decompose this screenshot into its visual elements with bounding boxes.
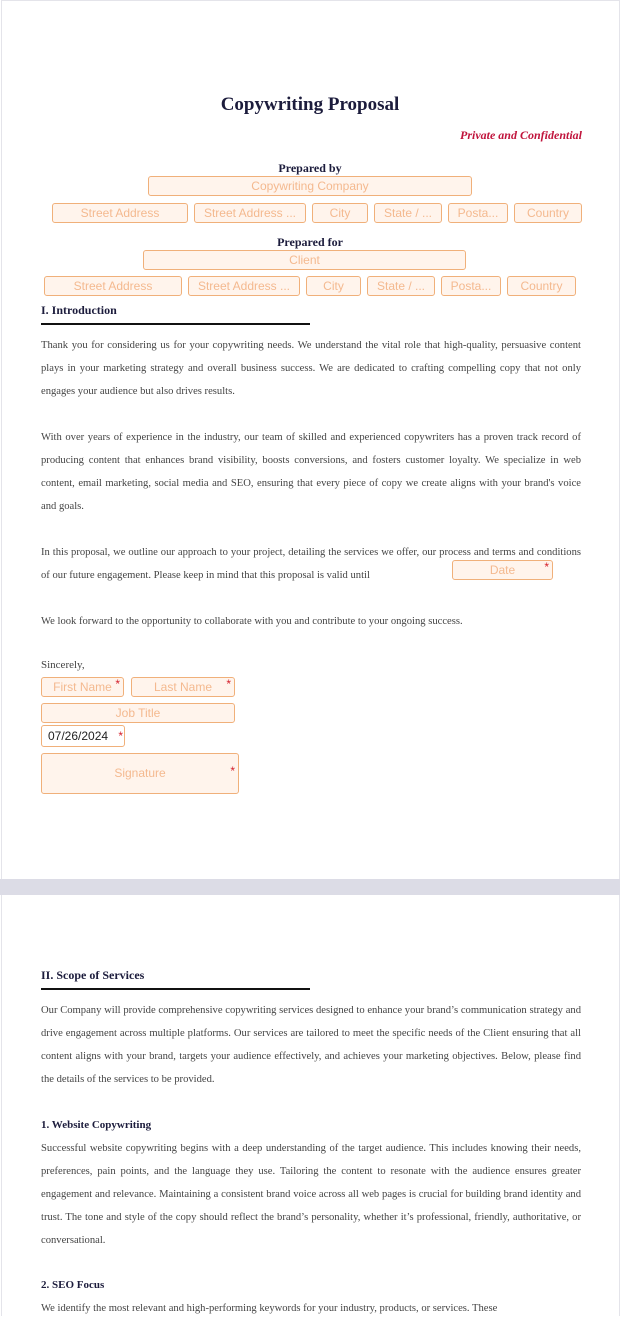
signing-date-field[interactable] xyxy=(41,725,125,747)
signature-field[interactable] xyxy=(41,753,239,794)
closing-text: Sincerely, xyxy=(41,659,85,671)
for-postal-field[interactable]: Posta... xyxy=(441,276,501,296)
first-name-field[interactable] xyxy=(41,677,124,697)
intro-paragraph-4: We look forward to the opportunity to collaborate with you and contribute to your ongoing success. xyxy=(41,616,463,627)
seo-focus-text: We identify the most relevant and high-performing keywords for your industry, products, or services. These xyxy=(41,1303,498,1314)
valid-until-date-field[interactable] xyxy=(452,560,553,580)
signing-date-value: 07/26/2024 xyxy=(48,729,109,743)
by-postal-field[interactable]: Posta... xyxy=(448,203,508,223)
first-name-placeholder: First Name xyxy=(53,680,112,694)
introduction-heading: I. Introduction xyxy=(41,303,117,317)
document-title: Copywriting Proposal xyxy=(220,94,400,115)
scope-heading: II. Scope of Services xyxy=(41,968,145,982)
scope-paragraph-1: Our Company will provide comprehensive copywriting services designed to enhance your brand’s communication strategy and drive engagement across multiple platforms. Our services are tailored to meet the specific needs of the Client ensuring that all content aligns with your brand, targets your audience effectively, and achieves your marketing objectives. Below, please find the details of the services to be provided. xyxy=(41,1005,581,1085)
for-country-field[interactable]: Country xyxy=(507,276,576,296)
intro-paragraph-3-text: In this proposal, we outline our approach to your project, detailing the services we offer, our process and terms and conditions of our future engagement. Please keep in mind that this proposal is valid until xyxy=(41,547,581,581)
by-state-field[interactable]: State / ... xyxy=(374,203,442,223)
for-state-field[interactable]: State / ... xyxy=(367,276,435,296)
required-asterisk: * xyxy=(226,677,231,691)
by-country-field[interactable]: Country xyxy=(514,203,582,223)
by-street-address-2-field[interactable]: Street Address ... xyxy=(194,203,306,223)
signature-placeholder: Signature xyxy=(114,766,166,780)
job-title-field[interactable]: Job Title xyxy=(41,703,235,723)
scope-underline xyxy=(41,988,310,990)
required-asterisk: * xyxy=(115,677,120,691)
introduction-underline xyxy=(41,323,310,325)
date-placeholder: Date xyxy=(489,563,516,577)
by-city-field[interactable]: City xyxy=(312,203,368,223)
intro-paragraph-1: Thank you for considering us for your copywriting needs. We understand the vital role that high-quality, persuasive content plays in your marketing strategy and overall business success. We are dedicated to crafting compelling copy that not only engages your audience but also drives results. xyxy=(41,340,581,397)
seo-focus-heading: 2. SEO Focus xyxy=(41,1279,105,1291)
client-name-field[interactable]: Client xyxy=(143,250,466,270)
required-asterisk: * xyxy=(544,560,549,574)
confidential-label: Private and Confidential xyxy=(459,128,582,142)
for-street-address-2-field[interactable]: Street Address ... xyxy=(188,276,300,296)
last-name-placeholder: Last Name xyxy=(153,680,213,694)
for-street-address-field[interactable]: Street Address xyxy=(44,276,182,296)
prepared-by-heading: Prepared by xyxy=(278,161,342,175)
page-separator xyxy=(0,879,620,895)
company-name-field[interactable]: Copywriting Company xyxy=(148,176,472,196)
required-asterisk: * xyxy=(118,729,123,743)
for-city-field[interactable]: City xyxy=(306,276,361,296)
website-copywriting-heading: 1. Website Copywriting xyxy=(41,1119,152,1131)
last-name-field[interactable] xyxy=(131,677,235,697)
prepared-for-heading: Prepared for xyxy=(277,235,343,249)
document-page-2 xyxy=(1,895,620,1316)
by-street-address-field[interactable]: Street Address xyxy=(52,203,188,223)
website-copywriting-text: Successful website copywriting begins with a deep understanding of the target audience. This includes knowing their needs, preferences, pain points, and the language they use. Tailoring the content to resonate with the audience ensures greater engagement and relevance. Maintaining a consistent brand voice across all web pages is crucial for building brand identity and trust. The tone and style of the copy should reflect the brand’s personality, whether it’s professional, friendly, authoritative, or conversational. xyxy=(41,1143,581,1246)
intro-paragraph-2: With over years of experience in the industry, our team of skilled and experienced copywriters has a proven track record of producing content that enhances brand visibility, boosts conversions, and fosters customer loyalty. We specialize in web content, email marketing, social media and SEO, ensuring that every piece of copy we create aligns with your brand's voice and goals. xyxy=(41,432,581,512)
required-asterisk: * xyxy=(230,764,235,778)
